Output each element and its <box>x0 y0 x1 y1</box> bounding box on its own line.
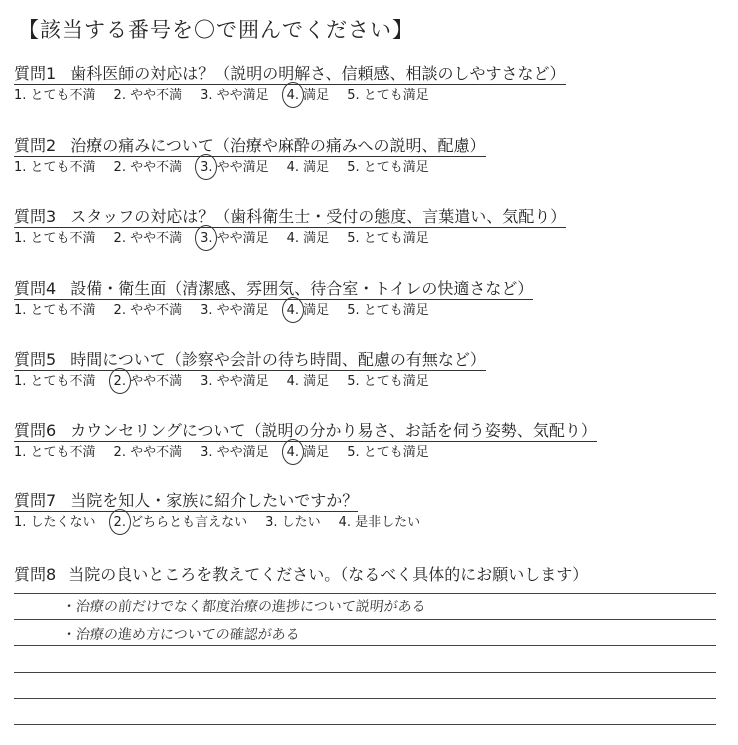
question-6-options <box>14 445 724 461</box>
question-3-label: 質問3 <box>14 207 57 226</box>
question-2-label: 質問2 <box>14 136 57 155</box>
question-6 <box>14 421 724 461</box>
question-1-text: 歯科医師の対応は？（説明の明解さ、信頼感、相談のしやすさなど） <box>70 64 566 83</box>
answer-line-4 <box>14 672 716 673</box>
q6-option-2[interactable]: 2. やや不満 <box>113 445 183 460</box>
question-4-text: 設備・衛生面（清潔感、雰囲気、待合室・トイレの快適さなど） <box>70 279 534 298</box>
q1-option-5[interactable]: 5. とても満足 <box>347 88 429 103</box>
question-5-line <box>14 350 486 371</box>
question-4 <box>14 279 724 319</box>
q5-option-1[interactable]: 1. とても不満 <box>14 374 96 389</box>
q3-option-1[interactable]: 1. とても不満 <box>14 231 96 246</box>
q6-option-4[interactable]: 4. 満足 <box>287 445 330 461</box>
question-1-label: 質問1 <box>14 64 57 83</box>
q1-option-3[interactable]: 3. やや満足 <box>200 88 269 103</box>
form-title: 【該当する番号を〇で囲んでください】 <box>18 18 414 42</box>
q4-option-2[interactable]: 2. やや不満 <box>113 303 183 318</box>
question-5-text: 時間について（診察や会計の待ち時間、配慮の有無など） <box>70 350 486 369</box>
handwritten-answer-1[interactable]: ・治療の前だけでなく都度治療の進捗について説明がある <box>61 599 427 615</box>
question-6-text: カウンセリングについて（説明の分かり易さ、お話を伺う姿勢、気配り） <box>70 421 597 440</box>
q5-option-4[interactable]: 4. 満足 <box>286 374 330 389</box>
q6-selection-circle <box>282 439 304 465</box>
answer-line-5 <box>14 698 716 699</box>
question-7-text: 当院を知人・家族に紹介したいですか？ <box>70 491 359 510</box>
q7-option-1[interactable]: 1. したくない <box>14 515 96 530</box>
q1-selection-circle <box>282 82 304 108</box>
q2-option-3[interactable]: 3. やや満足 <box>200 160 269 176</box>
question-6-label: 質問6 <box>14 421 57 440</box>
question-8-text: 当院の良いところを教えてください。（なるべく具体的にお願いします） <box>68 565 589 584</box>
answer-line-6 <box>14 724 716 725</box>
q2-option-5[interactable]: 5. とても満足 <box>347 160 429 175</box>
q3-selection-circle <box>195 225 217 251</box>
question-1 <box>14 64 724 104</box>
q2-option-2[interactable]: 2. やや不満 <box>113 160 183 175</box>
q5-option-2[interactable]: 2. やや不満 <box>114 374 183 390</box>
q2-option-4[interactable]: 4. 満足 <box>286 160 330 175</box>
question-6-line <box>14 421 597 442</box>
question-4-options <box>14 303 724 319</box>
question-7-line <box>14 491 358 512</box>
q5-option-5[interactable]: 5. とても満足 <box>347 374 429 389</box>
question-4-label: 質問4 <box>14 279 57 298</box>
q6-option-3[interactable]: 3. やや満足 <box>200 445 269 460</box>
q5-selection-circle <box>109 368 131 394</box>
question-8-label: 質問8 <box>14 565 57 584</box>
question-5 <box>14 350 724 390</box>
q1-option-1[interactable]: 1. とても不満 <box>14 88 96 103</box>
question-1-line <box>14 64 566 85</box>
q4-option-4[interactable]: 4. 満足 <box>287 303 330 319</box>
q7-option-3[interactable]: 3. したい <box>265 515 321 530</box>
q3-option-2[interactable]: 2. やや不満 <box>113 231 183 246</box>
question-8 <box>14 562 588 585</box>
question-2-options <box>14 160 724 176</box>
handwritten-answer-2[interactable]: ・治療の進め方についての確認がある <box>61 627 301 643</box>
answer-line-1 <box>14 593 716 594</box>
q4-option-5[interactable]: 5. とても満足 <box>347 303 429 318</box>
q6-option-5[interactable]: 5. とても満足 <box>347 445 429 460</box>
q4-option-1[interactable]: 1. とても不満 <box>14 303 96 318</box>
question-3 <box>14 207 724 247</box>
question-2-line <box>14 136 486 157</box>
question-2 <box>14 136 724 176</box>
q3-option-4[interactable]: 4. 満足 <box>286 231 330 246</box>
q3-option-5[interactable]: 5. とても満足 <box>347 231 429 246</box>
q2-option-1[interactable]: 1. とても不満 <box>14 160 96 175</box>
q6-option-1[interactable]: 1. とても不満 <box>14 445 96 460</box>
q4-selection-circle <box>282 297 304 323</box>
q2-selection-circle <box>195 154 217 180</box>
question-3-line <box>14 207 566 228</box>
question-2-text: 治療の痛みについて（治療や麻酔の痛みへの説明、配慮） <box>70 136 486 155</box>
answer-line-3 <box>14 645 716 646</box>
q7-option-4[interactable]: 4. 是非したい <box>338 515 421 530</box>
question-1-options <box>14 88 724 104</box>
q7-option-2[interactable]: 2. どちらとも言えない <box>114 515 248 531</box>
question-3-options <box>14 231 724 247</box>
question-5-options <box>14 374 724 390</box>
q1-option-2[interactable]: 2. やや不満 <box>113 88 183 103</box>
q4-option-3[interactable]: 3. やや満足 <box>200 303 269 318</box>
q1-option-4[interactable]: 4. 満足 <box>287 88 330 104</box>
question-7-label: 質問7 <box>14 491 57 510</box>
question-7 <box>14 491 724 531</box>
question-4-line <box>14 279 533 300</box>
question-3-text: スタッフの対応は？（歯科衛生士・受付の態度、言葉遣い、気配り） <box>70 207 567 226</box>
question-7-options <box>14 515 724 531</box>
question-5-label: 質問5 <box>14 350 57 369</box>
q7-selection-circle <box>109 509 131 535</box>
answer-line-2 <box>14 619 716 620</box>
q5-option-3[interactable]: 3. やや満足 <box>200 374 269 389</box>
q3-option-3[interactable]: 3. やや満足 <box>200 231 269 247</box>
